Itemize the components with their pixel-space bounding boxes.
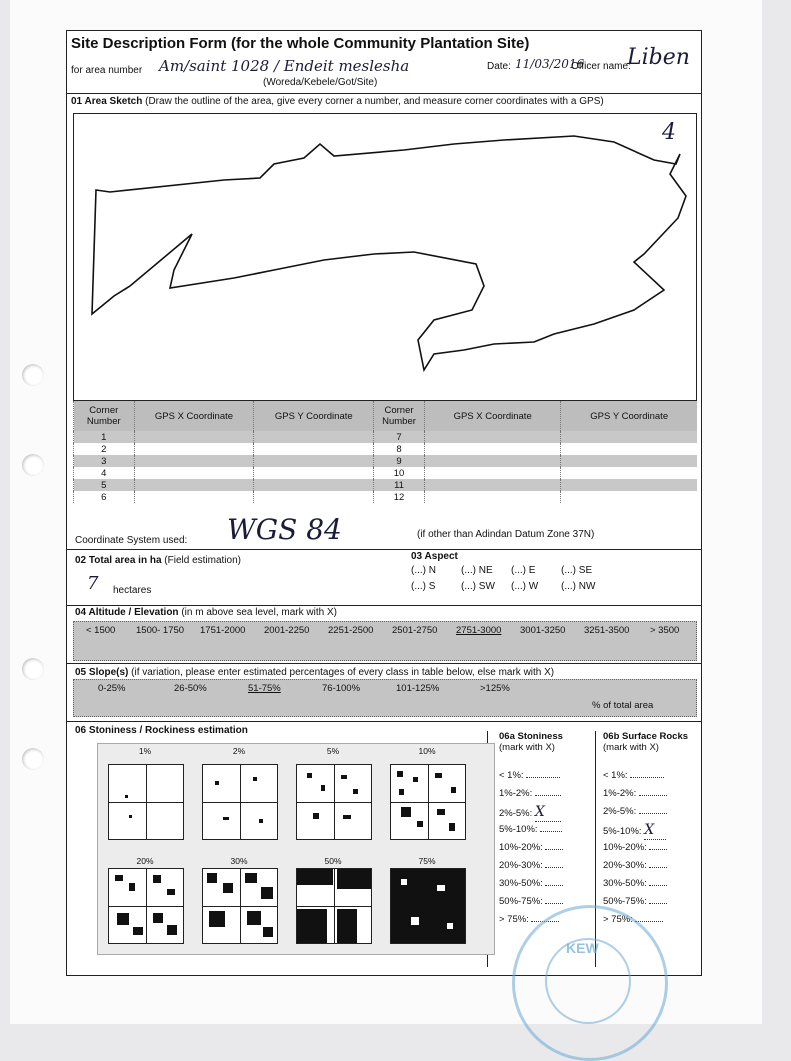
class-item-selected[interactable]: 5%-10%: X [603,821,688,839]
class-item[interactable]: 20%-30%: [499,857,563,875]
class-item[interactable]: < 1%: [499,767,563,785]
stoniness-grid-75pct [390,868,466,944]
grid-label: 5% [326,746,340,756]
aspect-option-n[interactable]: (...) N [411,565,436,576]
aspect-option-nw[interactable]: (...) NW [561,581,596,592]
grid-label: 20% [136,856,154,866]
punch-hole [22,454,44,476]
gps-x-cell[interactable] [134,479,254,491]
gps-x-cell[interactable] [424,443,561,455]
grid-label: 10% [418,746,436,756]
altitude-option[interactable]: 3251-3500 [584,625,630,636]
total-area-label: 02 Total area in ha [75,555,162,566]
gps-x-cell[interactable] [134,467,254,479]
area-number-value[interactable]: Am/saint 1028 / Endeit meslesha [159,57,410,75]
gps-x-cell[interactable] [424,491,561,503]
corner-number: 7 [374,431,425,443]
date-value[interactable]: 11/03/2016 [515,57,585,71]
total-area-value[interactable]: 7 [87,573,99,594]
aspect-option-w[interactable]: (...) W [511,581,539,592]
stoniness-class-list [499,731,563,929]
date-label: Date: [487,61,511,72]
class-item[interactable]: 10%-20%: [603,839,688,857]
altitude-option[interactable]: 2251-2500 [328,625,374,636]
divider [67,93,701,95]
aspect-option-e[interactable]: (...) E [511,565,536,576]
altitude-option[interactable]: 2501-2750 [392,625,438,636]
total-area-unit: hectares [113,585,152,596]
stoniness-grid-2pct [202,764,278,840]
slope-option[interactable]: 76-100% [322,683,361,694]
corner-number: 9 [374,455,425,467]
corner-number: 2 [74,443,135,455]
class-item[interactable]: 1%-2%: [603,785,688,803]
class-item[interactable]: 20%-30%: [603,857,688,875]
area-sketch-box[interactable] [73,113,697,401]
slope-options-bar [73,679,697,717]
table-row [74,479,698,491]
punch-hole [22,364,44,386]
aspect-label: 03 Aspect [411,551,458,562]
altitude-option[interactable]: > 3500 [650,625,680,636]
col-header: GPS X Coordinate [134,401,254,431]
gps-y-cell[interactable] [254,443,374,455]
surface-rocks-mark: X [644,821,666,840]
surface-rocks-class-list [603,731,688,929]
col-header: GPS X Coordinate [424,401,561,431]
area-outline-drawing [74,114,696,400]
corner-number: 6 [74,491,135,503]
slope-total-label: % of total area [592,700,654,711]
altitude-hint: (in m above sea level, mark with X) [181,607,337,618]
altitude-option[interactable]: 3001-3250 [520,625,566,636]
altitude-option[interactable]: 1751-2000 [200,625,246,636]
altitude-option[interactable]: 2001-2250 [264,625,310,636]
stoniness-grid-5pct [296,764,372,840]
corner-mark: 4 [662,120,676,145]
slope-label: 05 Slope(s) [75,667,129,678]
class-item[interactable]: 2%-5%: [603,803,688,821]
class-item[interactable]: 10%-20%: [499,839,563,857]
table-row [74,467,698,479]
class-item[interactable]: 50%-75%: [499,893,563,911]
slope-hint: (if variation, please enter estimated percentages of every class in table below, else mark with X) [131,667,555,678]
divider [67,721,701,723]
table-row [74,431,698,443]
total-area-heading [75,555,241,566]
stoniness-b-title: 06b Surface Rocks [603,731,689,742]
corner-coordinates-table [73,401,697,503]
altitude-heading [75,607,337,618]
gps-x-cell[interactable] [134,443,254,455]
aspect-option-se[interactable]: (...) SE [561,565,593,576]
gps-y-cell[interactable] [254,431,374,443]
gps-y-cell[interactable] [561,467,697,479]
grid-label: 50% [324,856,342,866]
table-row [74,491,698,503]
coord-system-value[interactable]: WGS 84 [227,513,342,546]
corner-number: 3 [74,455,135,467]
stoniness-grid-20pct [108,868,184,944]
class-item[interactable]: < 1%: [603,767,688,785]
gps-x-cell[interactable] [424,467,561,479]
stamp-text: KEW [566,940,599,956]
area-number-label: for area number [71,65,143,76]
stoniness-mark: X [535,803,561,822]
punch-hole [22,748,44,770]
stoniness-illustrations [97,743,495,955]
officer-value[interactable]: Liben [627,45,690,70]
gps-y-cell[interactable] [561,491,697,503]
stoniness-a-sub: (mark with X) [499,742,555,753]
gps-x-cell[interactable] [134,491,254,503]
class-item-selected[interactable]: 2%-5%: X [499,803,563,821]
class-item[interactable]: 30%-50%: [499,875,563,893]
aspect-option-sw[interactable]: (...) SW [461,581,495,592]
location-hint: (Woreda/Kebele/Got/Site) [263,77,378,88]
gps-x-cell[interactable] [424,479,561,491]
class-item[interactable]: > 75%: [603,911,688,929]
col-header: GPS Y Coordinate [254,401,374,431]
class-item[interactable]: 30%-50%: [603,875,688,893]
site-description-form [66,30,702,976]
stoniness-grid-1pct [108,764,184,840]
stoniness-grid-50pct [296,868,372,944]
aspect-option-ne[interactable]: (...) NE [461,565,493,576]
grid-label: 30% [230,856,248,866]
class-item[interactable]: 1%-2%: [499,785,563,803]
coord-system-hint: (if other than Adindan Datum Zone 37N) [417,529,595,540]
corner-number: 10 [374,467,425,479]
gps-y-cell[interactable] [254,467,374,479]
altitude-option-selected[interactable]: 2751-3000 [456,625,502,636]
coord-system-label: Coordinate System used: [75,535,188,546]
table-row [74,443,698,455]
table-row [74,455,698,467]
table-header-row [74,401,698,431]
stoniness-a-title: 06a Stoniness [499,731,563,742]
gps-y-cell[interactable] [561,479,697,491]
gps-y-cell[interactable] [561,443,697,455]
class-item[interactable]: 5%-10%: [499,821,563,839]
slope-option[interactable]: 26-50% [174,683,207,694]
altitude-option[interactable]: < 1500 [86,625,116,636]
sketch-hint: (Draw the outline of the area, give every corner a number, and measure corner coordinates with a GPS) [145,96,604,107]
class-item[interactable]: 50%-75%: [603,893,688,911]
corner-number: 11 [374,479,425,491]
aspect-option-s[interactable]: (...) S [411,581,436,592]
grid-label: 1% [138,746,152,756]
slope-option-selected[interactable]: 51-75% [248,683,281,694]
sketch-heading [71,96,604,107]
slope-option[interactable]: 101-125% [396,683,440,694]
altitude-label: 04 Altitude / Elevation [75,607,179,618]
corner-number: 1 [74,431,135,443]
gps-x-cell[interactable] [134,431,254,443]
gps-y-cell[interactable] [561,431,697,443]
gps-y-cell[interactable] [254,479,374,491]
col-header: Corner Number [374,401,425,431]
punch-hole [22,658,44,680]
gps-x-cell[interactable] [424,431,561,443]
grid-label: 2% [232,746,246,756]
grid-label: 75% [418,856,436,866]
officer-label: Officer name: [571,61,631,72]
corner-number: 4 [74,467,135,479]
corner-number: 5 [74,479,135,491]
gps-y-cell[interactable] [254,491,374,503]
form-title: Site Description Form (for the whole Community Plantation Site) [71,35,530,52]
col-header: GPS Y Coordinate [561,401,697,431]
corner-number: 8 [374,443,425,455]
col-header: Corner Number [74,401,135,431]
gps-x-cell[interactable] [134,455,254,467]
gps-y-cell[interactable] [561,455,697,467]
stoniness-grid-10pct [390,764,466,840]
corner-number: 12 [374,491,425,503]
stoniness-label: 06 Stoniness / Rockiness estimation [75,725,248,736]
slope-heading [75,667,554,678]
stoniness-grid-30pct [202,868,278,944]
sketch-label: 01 Area Sketch [71,96,143,107]
divider [67,549,701,551]
gps-y-cell[interactable] [254,455,374,467]
altitude-option[interactable]: 1500- 1750 [136,625,185,636]
total-area-hint: (Field estimation) [164,555,241,566]
class-item[interactable]: > 75%: [499,911,563,929]
divider [67,663,701,665]
altitude-options-bar [73,621,697,661]
stoniness-b-sub: (mark with X) [603,742,659,753]
slope-option[interactable]: >125% [480,683,510,694]
gps-x-cell[interactable] [424,455,561,467]
slope-option[interactable]: 0-25% [98,683,126,694]
